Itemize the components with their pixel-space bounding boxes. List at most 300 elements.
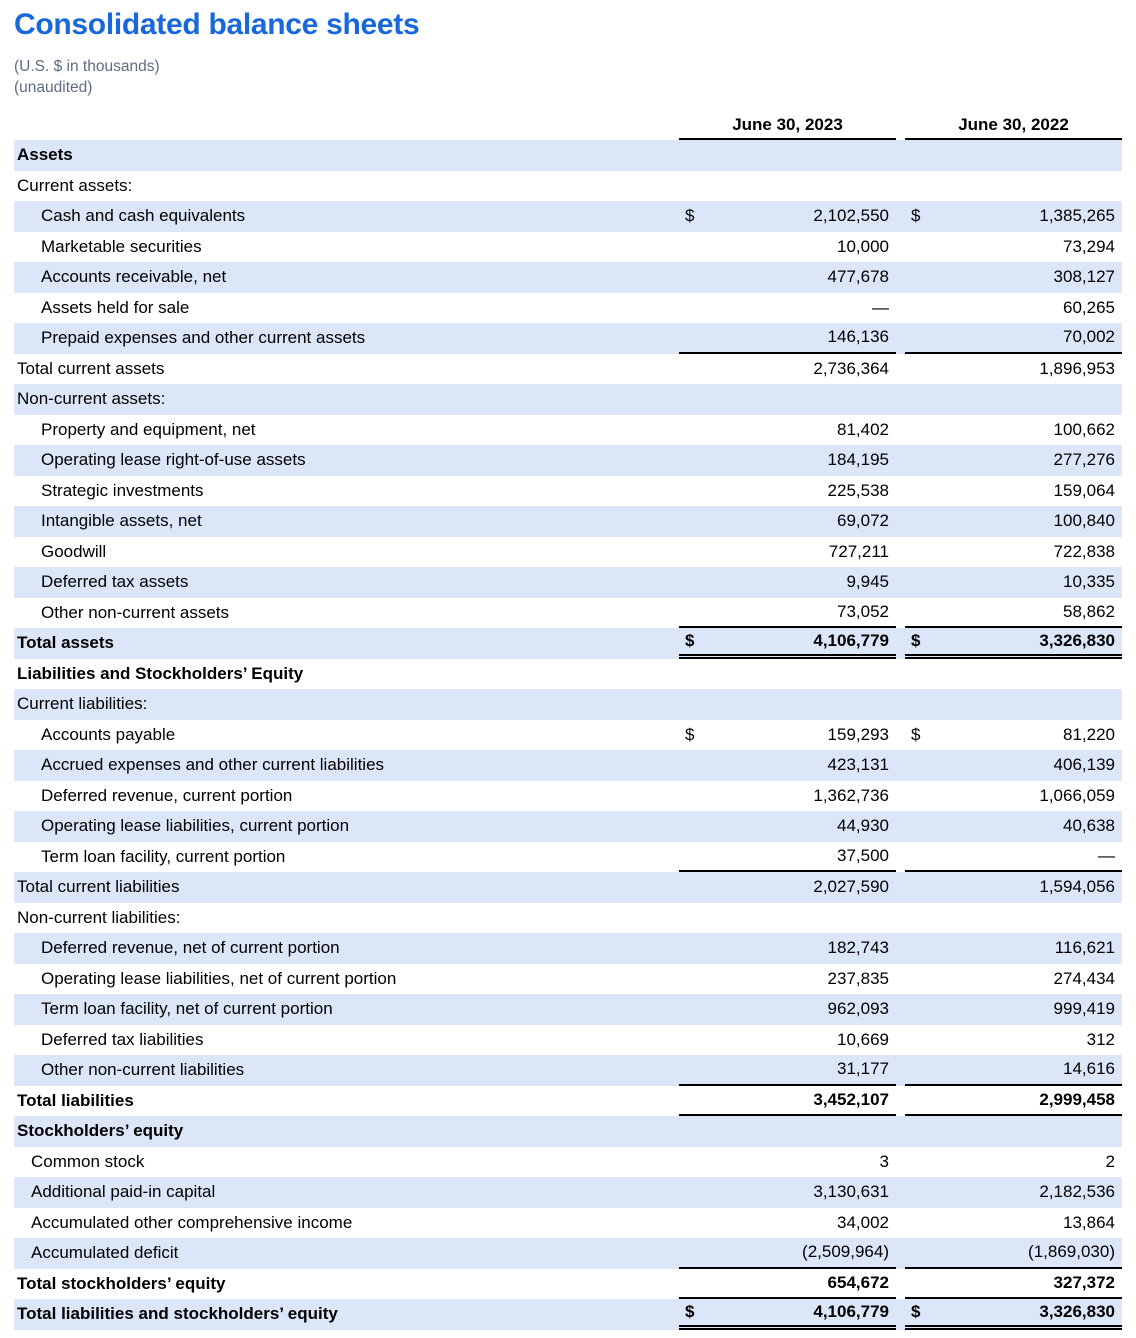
table-row [14,1086,1122,1117]
value-2022: (1,869,030) [1028,1242,1115,1262]
column-gap [896,201,905,232]
value-2023: 225,538 [827,480,889,500]
value-cell-2022 [905,537,1122,568]
value-2022: 70,002 [1063,327,1115,347]
value-2023: 69,072 [837,511,889,531]
table-row [14,445,1122,476]
value-cell-2023 [679,598,896,629]
table-row [14,659,1122,690]
value-cell-2023 [679,1238,896,1269]
table-row [14,232,1122,263]
row-label-cell [14,171,679,202]
column-gap [896,628,905,659]
row-label-cell [14,811,679,842]
currency-symbol-2022: $ [911,724,921,744]
column-gap [896,720,905,751]
column-gap [896,262,905,293]
value-cell-2023 [679,781,896,812]
table-row [14,354,1122,385]
value-2023: 34,002 [837,1212,889,1232]
value-2023: 184,195 [827,450,889,470]
value-cell-2023 [679,232,896,263]
row-label: Non-current assets: [17,389,166,409]
value-cell-2022 [905,842,1122,873]
row-label: Intangible assets, net [41,511,202,531]
row-label: Prepaid expenses and other current assets [41,328,366,348]
value-cell-2022 [905,1116,1122,1147]
value-cell-2023 [679,140,896,171]
row-label-cell [14,1269,679,1300]
value-cell-2022 [905,1025,1122,1056]
value-cell-2022 [905,1177,1122,1208]
column-gap [896,506,905,537]
column-gap [896,1208,905,1239]
row-label-cell [14,598,679,629]
value-cell-2023 [679,476,896,507]
row-label: Total liabilities and stockholders’ equity [17,1304,338,1324]
value-cell-2022 [905,171,1122,202]
row-label: Accounts receivable, net [41,267,227,287]
row-label: Current assets: [17,175,133,195]
table-row [14,872,1122,903]
value-2022: 14,616 [1063,1059,1115,1079]
value-2022: 159,064 [1053,480,1115,500]
value-2022: 81,220 [1063,724,1115,744]
value-2023: 37,500 [837,845,889,865]
row-label: Cash and cash equivalents [41,206,246,226]
table-header-row [14,106,1122,140]
row-label: Liabilities and Stockholders’ Equity [17,663,304,683]
row-label: Total current liabilities [17,877,180,897]
column-header-june-30-2023 [679,115,896,140]
table-row [14,1116,1122,1147]
value-cell-2023 [679,445,896,476]
value-2023: 2,027,590 [813,877,889,897]
column-gap [896,781,905,812]
row-label-cell [14,903,679,934]
value-cell-2023 [679,1055,896,1086]
value-cell-2023 [679,1086,896,1117]
value-2023: 423,131 [827,755,889,775]
row-label-cell [14,476,679,507]
row-label: Total assets [17,633,115,653]
value-2023: 182,743 [827,938,889,958]
value-cell-2022 [905,567,1122,598]
value-2022: 327,372 [1053,1272,1115,1292]
row-label: Goodwill [41,541,107,561]
row-label: Assets held for sale [41,297,190,317]
value-cell-2022 [905,659,1122,690]
value-2022: 3,326,830 [1039,1301,1115,1321]
row-label-cell [14,354,679,385]
value-2022: 1,066,059 [1039,785,1115,805]
column-gap [896,1299,905,1330]
currency-symbol-2023: $ [685,630,695,650]
row-label: Property and equipment, net [41,419,256,439]
value-2022: 2,182,536 [1039,1182,1115,1202]
row-label: Term loan facility, current portion [41,846,286,866]
table-row [14,1238,1122,1269]
value-2023: 237,835 [827,968,889,988]
value-cell-2022 [905,201,1122,232]
column-gap [896,567,905,598]
value-2023: 3,130,631 [813,1182,889,1202]
column-gap [896,1116,905,1147]
row-label-cell [14,689,679,720]
value-cell-2023 [679,1116,896,1147]
value-cell-2022 [905,903,1122,934]
row-label-cell [14,781,679,812]
value-2023: 4,106,779 [813,1301,889,1321]
column-gap [896,415,905,446]
row-label: Deferred tax assets [41,572,189,592]
value-cell-2022 [905,1238,1122,1269]
value-cell-2022 [905,1208,1122,1239]
row-label-cell [14,1208,679,1239]
column-gap [896,842,905,873]
value-2022: 100,662 [1053,419,1115,439]
row-label-cell [14,1116,679,1147]
row-label: Accounts payable [41,724,176,744]
row-label-cell [14,628,679,659]
value-2023: 4,106,779 [813,630,889,650]
column-gap [896,750,905,781]
value-cell-2022 [905,1299,1122,1330]
table-row [14,720,1122,751]
value-cell-2023 [679,567,896,598]
value-2022: 58,862 [1063,601,1115,621]
row-label-cell [14,933,679,964]
value-cell-2022 [905,994,1122,1025]
value-2023: 1,362,736 [813,785,889,805]
row-label: Assets [17,145,73,165]
value-2023: — [872,297,889,317]
column-gap [896,171,905,202]
row-label: Total liabilities [17,1090,134,1110]
value-2022: 406,139 [1053,755,1115,775]
value-2022: 2 [1105,1151,1115,1171]
row-label-cell [14,1238,679,1269]
column-gap [896,964,905,995]
value-cell-2023 [679,537,896,568]
row-label-cell [14,262,679,293]
row-label-cell [14,567,679,598]
row-label: Current liabilities: [17,694,148,714]
table-row [14,567,1122,598]
table-row [14,903,1122,934]
value-2022: 308,127 [1053,267,1115,287]
row-label: Common stock [31,1151,145,1171]
column-gap [896,689,905,720]
column-gap [896,659,905,690]
column-gap [896,1177,905,1208]
table-row [14,781,1122,812]
row-label: Non-current liabilities: [17,907,181,927]
column-gap [896,1238,905,1269]
row-label-cell [14,323,679,354]
column-gap [896,1147,905,1178]
value-cell-2022 [905,506,1122,537]
value-cell-2022 [905,293,1122,324]
table-row [14,323,1122,354]
table-row [14,384,1122,415]
value-cell-2022 [905,628,1122,659]
value-cell-2023 [679,354,896,385]
value-2022: 116,621 [1054,938,1115,958]
value-2023: 10,669 [837,1029,889,1049]
table-row [14,140,1122,171]
value-2023: 44,930 [837,816,889,836]
table-row [14,476,1122,507]
table-row [14,1269,1122,1300]
column-header-label: June 30, 2023 [732,115,843,134]
row-label-cell [14,384,679,415]
table-row [14,1208,1122,1239]
row-label: Operating lease right-of-use assets [41,450,306,470]
row-label-cell [14,994,679,1025]
row-label-cell [14,201,679,232]
value-2023: 146,136 [827,327,889,347]
value-cell-2023 [679,933,896,964]
row-label-cell [14,445,679,476]
value-cell-2023 [679,750,896,781]
row-label: Accumulated deficit [31,1243,179,1263]
table-row [14,1055,1122,1086]
value-2022: 999,419 [1053,999,1115,1019]
table-row [14,1177,1122,1208]
value-cell-2023 [679,964,896,995]
column-gap [896,1055,905,1086]
row-label-cell [14,1177,679,1208]
row-label-cell [14,140,679,171]
value-cell-2023 [679,415,896,446]
column-gap [896,537,905,568]
table-row [14,415,1122,446]
table-row [14,1299,1122,1330]
column-gap [896,232,905,263]
value-cell-2022 [905,415,1122,446]
value-2023: 9,945 [846,572,889,592]
value-2022: 10,335 [1063,572,1115,592]
value-cell-2023 [679,1147,896,1178]
value-2023: 31,177 [837,1059,889,1079]
table-row [14,964,1122,995]
row-label-cell [14,659,679,690]
value-2023: 2,102,550 [813,206,889,226]
row-label-cell [14,964,679,995]
value-cell-2022 [905,384,1122,415]
value-cell-2022 [905,750,1122,781]
table-row [14,842,1122,873]
value-cell-2023 [679,1025,896,1056]
row-label: Stockholders’ equity [17,1121,184,1141]
column-gap [896,384,905,415]
value-cell-2023 [679,994,896,1025]
column-gap [896,903,905,934]
table-row [14,689,1122,720]
table-row [14,201,1122,232]
value-cell-2022 [905,232,1122,263]
value-2023: 3,452,107 [813,1089,889,1109]
row-label-cell [14,293,679,324]
table-row [14,750,1122,781]
value-2022: 13,864 [1063,1212,1115,1232]
value-cell-2022 [905,872,1122,903]
value-cell-2022 [905,1269,1122,1300]
value-2022: 40,638 [1063,816,1115,836]
value-2022: 277,276 [1053,450,1115,470]
value-2022: 312 [1086,1029,1115,1049]
column-gap [896,811,905,842]
value-cell-2023 [679,384,896,415]
page-title: Consolidated balance sheets [14,8,420,41]
value-2023: 10,000 [837,236,889,256]
table-row [14,262,1122,293]
column-gap [896,445,905,476]
value-2022: 73,294 [1063,236,1115,256]
row-label-cell [14,1025,679,1056]
column-gap [896,933,905,964]
column-gap [896,598,905,629]
column-gap [896,323,905,354]
value-2023: 477,678 [827,267,889,287]
value-cell-2023 [679,1208,896,1239]
balance-sheet-table [14,106,1122,1330]
value-cell-2023 [679,1177,896,1208]
currency-symbol-2022: $ [911,206,921,226]
table-body [14,140,1122,1330]
value-2023: 962,093 [827,999,889,1019]
value-2022: — [1098,845,1115,865]
value-cell-2023 [679,262,896,293]
value-2022: 60,265 [1063,297,1115,317]
value-cell-2023 [679,811,896,842]
row-label-cell [14,1299,679,1330]
value-cell-2022 [905,323,1122,354]
column-gap [896,994,905,1025]
row-label-cell [14,842,679,873]
column-header-june-30-2022 [905,115,1122,140]
table-row [14,1025,1122,1056]
value-2023: (2,509,964) [802,1242,889,1262]
row-label: Total stockholders’ equity [17,1273,226,1293]
value-cell-2023 [679,842,896,873]
currency-symbol-2022: $ [911,1301,921,1321]
row-label: Deferred tax liabilities [41,1029,204,1049]
value-cell-2022 [905,354,1122,385]
table-row [14,506,1122,537]
currency-symbol-2022: $ [911,630,921,650]
row-label-cell [14,537,679,568]
row-label: Strategic investments [41,480,204,500]
value-cell-2023 [679,171,896,202]
table-row [14,811,1122,842]
value-cell-2022 [905,933,1122,964]
value-cell-2022 [905,720,1122,751]
value-cell-2022 [905,964,1122,995]
column-gap [896,354,905,385]
value-2022: 1,385,265 [1039,206,1115,226]
table-row [14,293,1122,324]
value-cell-2023 [679,1269,896,1300]
row-label: Accumulated other comprehensive income [31,1212,353,1232]
value-cell-2023 [679,872,896,903]
value-2023: 3 [879,1151,889,1171]
value-2022: 1,594,056 [1039,877,1115,897]
value-cell-2022 [905,140,1122,171]
row-label-cell [14,1086,679,1117]
row-label: Marketable securities [41,236,202,256]
value-2023: 81,402 [837,419,889,439]
row-label-cell [14,415,679,446]
row-label-cell [14,750,679,781]
row-label: Accrued expenses and other current liabilities [41,755,385,775]
column-gap [896,293,905,324]
table-row [14,628,1122,659]
column-header-label: June 30, 2022 [958,115,1069,134]
row-label: Operating lease liabilities, net of current portion [41,968,397,988]
row-label: Total current assets [17,358,165,378]
column-gap [896,1086,905,1117]
row-label: Additional paid-in capital [31,1182,216,1202]
value-cell-2023 [679,903,896,934]
currency-symbol-2023: $ [685,1301,695,1321]
table-row [14,537,1122,568]
value-cell-2023 [679,720,896,751]
value-cell-2023 [679,689,896,720]
value-cell-2022 [905,1086,1122,1117]
value-cell-2023 [679,293,896,324]
value-2022: 1,896,953 [1039,358,1115,378]
row-label: Other non-current liabilities [41,1060,245,1080]
value-cell-2022 [905,598,1122,629]
row-label-cell [14,232,679,263]
value-2023: 73,052 [837,601,889,621]
value-cell-2022 [905,476,1122,507]
table-row [14,1147,1122,1178]
column-gap [896,476,905,507]
row-label-cell [14,1055,679,1086]
currency-symbol-2023: $ [685,206,695,226]
column-gap [896,872,905,903]
subtitle-unaudited: (unaudited) [14,79,93,96]
value-2022: 3,326,830 [1039,630,1115,650]
row-label: Other non-current assets [41,602,230,622]
table-row [14,598,1122,629]
table-row [14,171,1122,202]
value-cell-2022 [905,1055,1122,1086]
value-cell-2022 [905,1147,1122,1178]
value-cell-2022 [905,781,1122,812]
row-label-cell [14,1147,679,1178]
table-row [14,933,1122,964]
row-label-cell [14,872,679,903]
row-label: Term loan facility, net of current portion [41,999,333,1019]
subtitle-units: (U.S. $ in thousands) [14,58,160,75]
value-cell-2023 [679,628,896,659]
value-cell-2023 [679,506,896,537]
value-cell-2022 [905,811,1122,842]
value-2022: 722,838 [1053,541,1115,561]
value-2022: 274,434 [1053,968,1115,988]
row-label-cell [14,720,679,751]
row-label: Deferred revenue, current portion [41,785,293,805]
value-2023: 727,211 [828,541,889,561]
value-cell-2022 [905,445,1122,476]
value-cell-2022 [905,262,1122,293]
value-cell-2023 [679,323,896,354]
column-gap [896,1269,905,1300]
